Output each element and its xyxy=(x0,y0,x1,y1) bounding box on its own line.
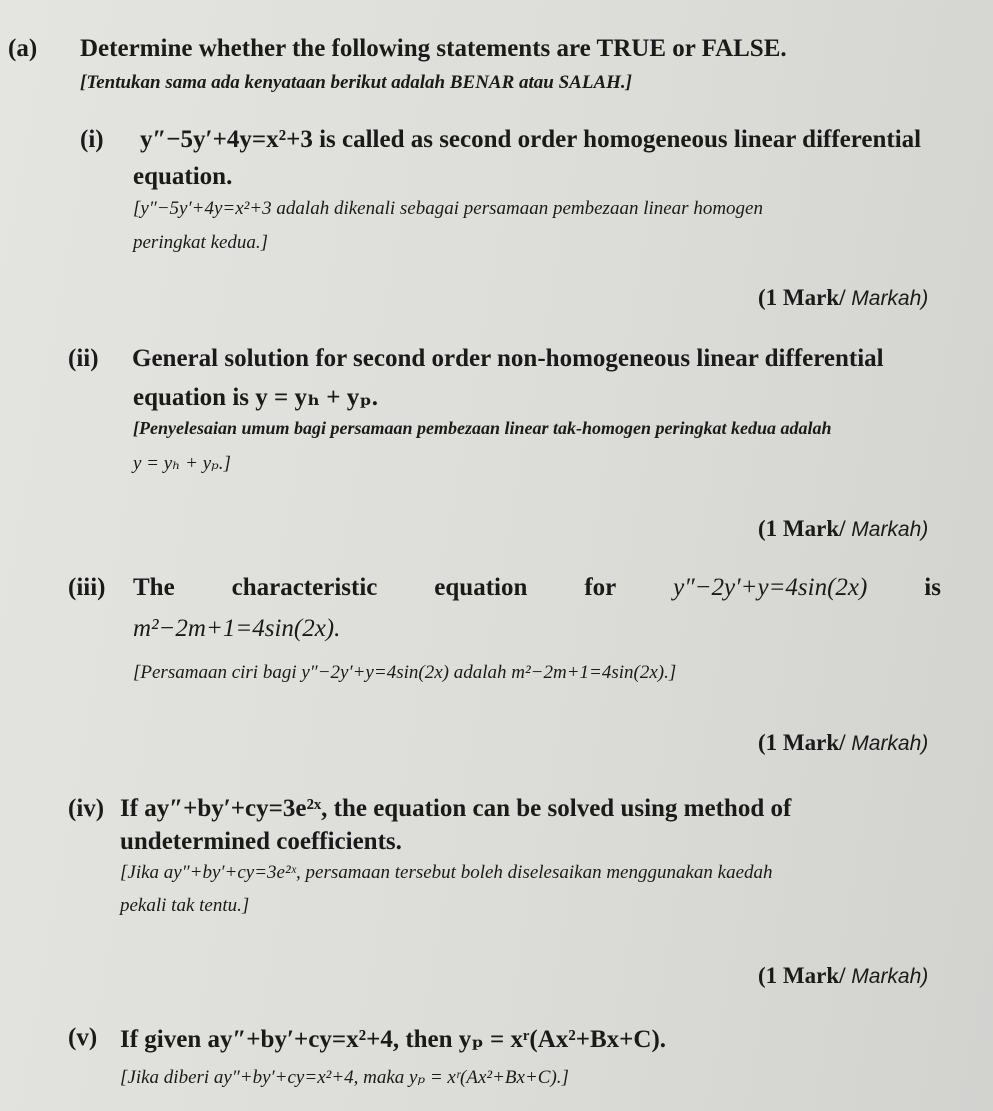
question-text-ms-cont: pekali tak tentu.] xyxy=(120,895,250,916)
mark-label: (1 Mark/ Markah) xyxy=(758,516,929,541)
part-label: (a) xyxy=(8,35,38,62)
question-text-cont: equation is y = yₕ + yₚ. xyxy=(133,384,378,411)
question-number: (iv) xyxy=(68,795,105,822)
question-number: (iii) xyxy=(68,574,106,601)
question-text: If ay″+by′+cy=3e²ˣ, the equation can be solved using method of xyxy=(120,795,792,822)
question-text-ms: [Persamaan ciri bagi y″−2y′+y=4sin(2x) adalah m²−2m+1=4sin(2x).] xyxy=(133,662,677,683)
question-text-ms: [Penyelesaian umum bagi persamaan pembezaan linear tak-homogen peringkat kedua adalah xyxy=(133,418,832,438)
question-number: (ii) xyxy=(68,345,99,372)
question-number: (i) xyxy=(80,126,104,153)
part-title-ms: [Tentukan sama ada kenyataan berikut adalah BENAR atau SALAH.] xyxy=(80,72,632,93)
question-text: y″−5y′+4y=x²+3 is called as second order homogeneous linear differential xyxy=(140,126,922,153)
mark-label: (1 Mark/ Markah) xyxy=(758,285,929,310)
mark-label: (1 Mark/ Markah) xyxy=(758,963,929,988)
part-title: Determine whether the following statements are TRUE or FALSE. xyxy=(80,35,787,62)
mark-label: (1 Mark/ Markah) xyxy=(758,730,929,755)
question-text-ms-cont: peringkat kedua.] xyxy=(133,232,269,253)
question-text-cont: m²−2m+1=4sin(2x). xyxy=(133,615,341,642)
question-text: If given ay″+by′+cy=x²+4, then yₚ = xʳ(Ax²+Bx+C). xyxy=(120,1026,667,1053)
question-text-cont: equation. xyxy=(133,163,233,190)
question-text: The characteristic equation for y″−2y′+y=4sin(2x) is xyxy=(133,574,941,601)
question-text-cont: undetermined coefficients. xyxy=(120,828,402,855)
question-text-ms: [y″−5y′+4y=x²+3 adalah dikenali sebagai persamaan pembezaan linear homogen xyxy=(133,198,763,219)
question-text-ms: [Jika diberi ay″+by′+cy=x²+4, maka yₚ = xʳ(Ax²+Bx+C).] xyxy=(120,1067,569,1088)
question-number: (v) xyxy=(68,1024,98,1051)
question-text: General solution for second order non-homogeneous linear differential xyxy=(132,345,884,372)
question-text-ms: [Jika ay″+by′+cy=3e²ˣ, persamaan tersebut boleh diselesaikan menggunakan kaedah xyxy=(120,862,773,883)
question-text-ms-cont: y = yₕ + yₚ.] xyxy=(133,453,231,474)
